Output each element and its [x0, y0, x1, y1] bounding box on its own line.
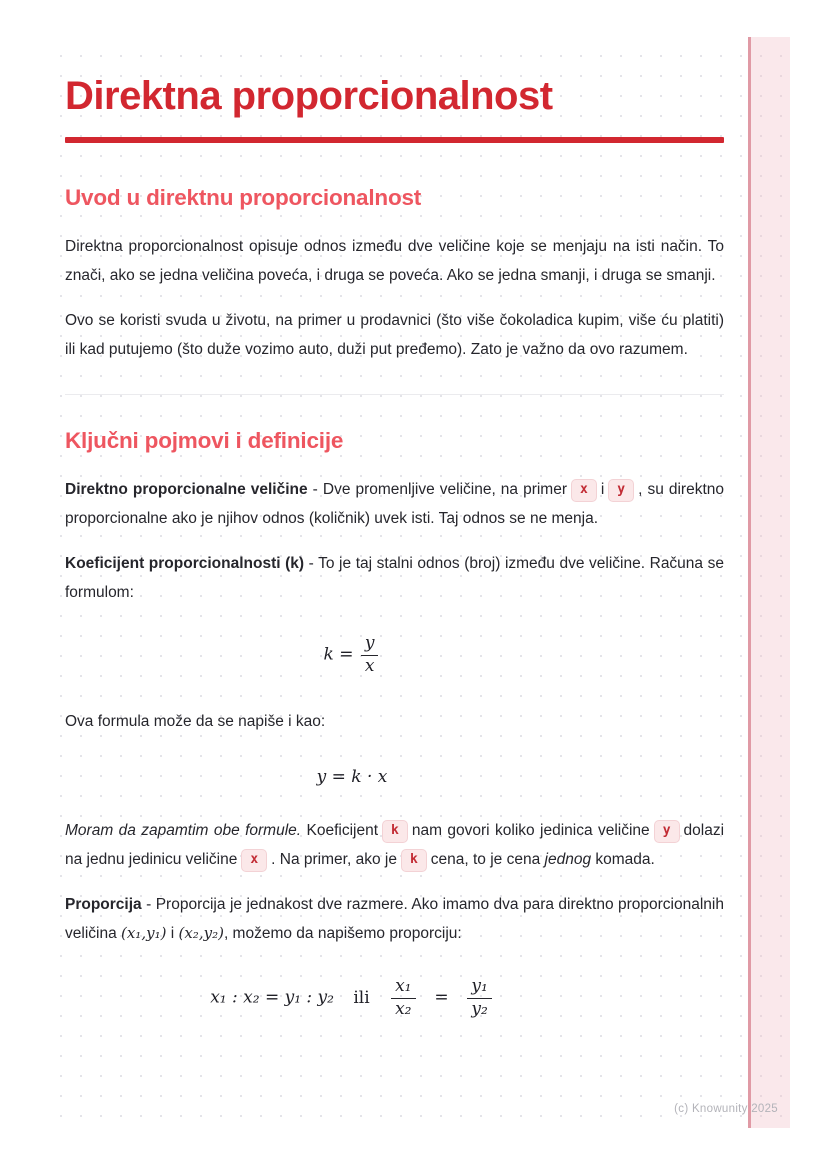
text-segment: . Na primer, ako je	[271, 851, 397, 869]
paragraph-intro-1: Direktna proporcionalnost opisuje odnos između dve veličine koje se menjaju na isti način. To znači, ako se jedna veličina poveća, i druga se poveća. Ako se jedna smanji, i druga se smanji.	[65, 238, 724, 284]
section-heading-uvod: Uvod u direktnu proporcionalnost	[65, 185, 422, 210]
text-segment: , možemo da napišemo proporciju:	[223, 925, 462, 943]
text-segment: Direktno proporcionalne veličine	[65, 481, 308, 498]
paragraph-moram	[65, 816, 724, 874]
inline-code-badge: x	[571, 479, 597, 502]
page-title: Direktna proporcionalnost	[65, 74, 553, 118]
text-segment: (x₁,y₁)	[121, 924, 167, 943]
inline-code-badge: k	[401, 849, 427, 872]
proportion-equals: =	[434, 987, 449, 1008]
formula-proportion	[65, 977, 639, 1019]
text-segment: - Proporcija je jednakost dve razmere. Ako imamo dva para direktno proporcionalnih veličina	[65, 896, 724, 943]
text-segment: dolazi na jednu jedinicu veličine	[65, 822, 725, 869]
paragraph-proporcija	[65, 890, 724, 948]
title-underline	[65, 137, 724, 143]
fraction-denominator: y₂	[471, 998, 488, 1019]
fraction-numerator: y₁	[467, 977, 491, 999]
text-segment: Koeficijent proporcionalnosti (k)	[65, 555, 305, 572]
text-segment: i	[600, 481, 605, 498]
text-segment: cena, to je cena	[430, 851, 545, 869]
fraction-numerator: x₁	[391, 977, 415, 999]
text-segment: (x₂,y₂)	[178, 924, 224, 943]
formula-lhs: k =	[323, 644, 354, 665]
text-segment: jednog	[544, 851, 592, 869]
formula-coefficient	[65, 634, 639, 676]
inline-code-badge: k	[382, 820, 408, 843]
paragraph-formula-alt: Ova formula može da se napiše i kao:	[65, 713, 326, 731]
text-segment: i	[166, 925, 179, 943]
text-segment: komada.	[591, 851, 655, 869]
paragraph-koeficijent	[65, 549, 724, 607]
inline-code-badge: x	[241, 849, 267, 872]
paragraph-velicine	[65, 475, 724, 533]
proportion-connector: ili	[353, 987, 370, 1008]
fraction-numerator: y	[361, 634, 379, 656]
fraction-denominator: x	[364, 655, 375, 676]
fraction	[361, 634, 379, 676]
section-heading-pojmovi: Ključni pojmovi i definicije	[65, 428, 344, 453]
text-segment: Koeficijent	[301, 822, 379, 840]
section-divider	[65, 394, 724, 395]
text-segment: nam govori koliko jedinica veličine	[411, 822, 650, 840]
formula-linear: y = k · x	[316, 767, 388, 788]
text-segment: , su direktno proporcionalne ako je njihov odnos (količnik) uvek isti. Taj odnos se ne menja.	[65, 481, 725, 527]
document-page	[45, 37, 790, 1128]
paragraph-intro-2: Ovo se koristi svuda u životu, na primer u prodavnici (što više čokoladica kupim, više ću platiti) ili kad putujemo (što duže vozimo auto, duži put pređemo). Zato je važno da ovo razumem.	[65, 312, 724, 358]
text-segment: Proporcija	[65, 896, 142, 914]
fraction-denominator: x₂	[395, 998, 412, 1019]
proportion-ratios: x₁ : x₂ = y₁ : y₂	[210, 987, 334, 1008]
text-segment: - To je taj stalni odnos (broj) između dve veličine. Računa se formulom:	[65, 555, 724, 601]
fraction-x	[391, 977, 415, 1019]
text-segment: - Dve promenljive veličine, na primer	[307, 481, 567, 498]
page-content	[45, 37, 790, 1019]
footer-copyright: (c) Knowunity 2025	[674, 1103, 778, 1115]
inline-code-badge: y	[654, 820, 680, 843]
inline-code-badge: y	[608, 479, 634, 502]
fraction-y	[467, 977, 491, 1019]
text-segment: Moram da zapamtim obe formule.	[65, 822, 302, 840]
